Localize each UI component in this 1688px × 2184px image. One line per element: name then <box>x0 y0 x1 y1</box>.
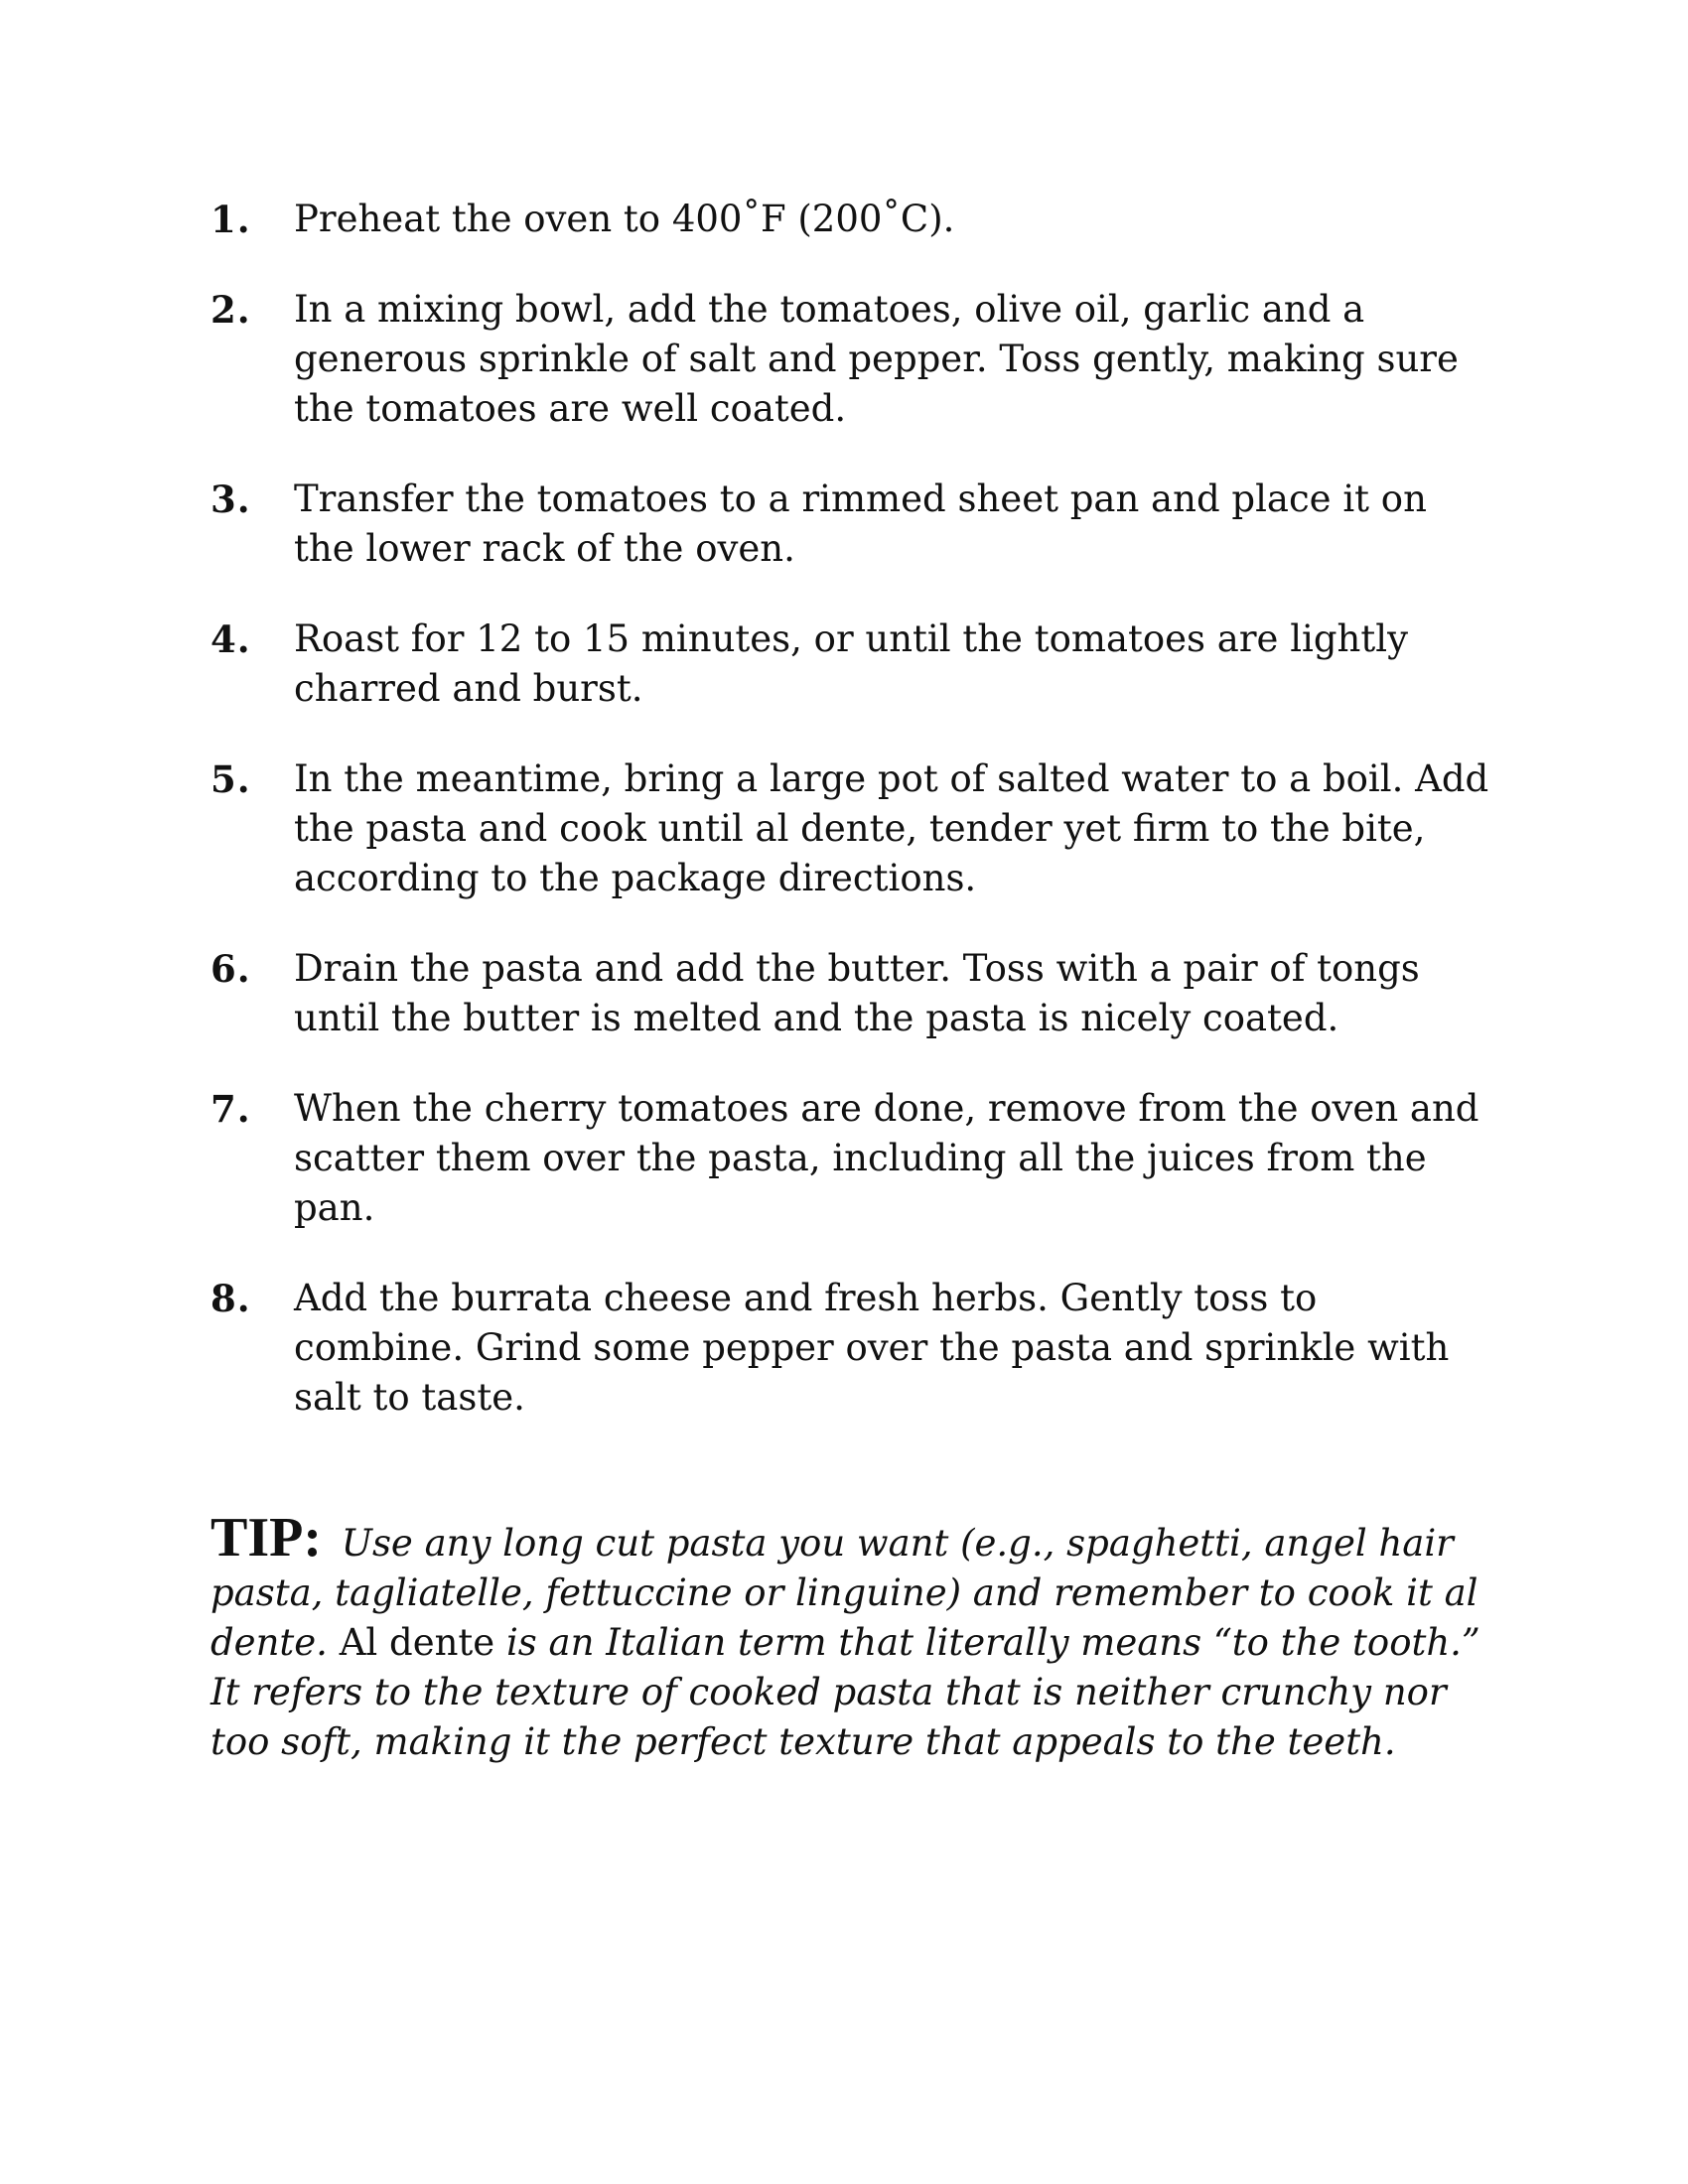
instruction-step <box>211 1084 1491 1233</box>
step-text: In a mixing bowl, add the tomatoes, olive oil, garlic and a generous sprinkle of salt and pepper. Toss gently, making sure the tomatoes are well coated. <box>294 288 1459 430</box>
instruction-step <box>211 754 1491 903</box>
step-number: 4. <box>211 617 251 661</box>
tip-term: Al dente <box>339 1621 495 1664</box>
step-number: 6. <box>211 947 251 991</box>
step-text: Add the burrata cheese and fresh herbs. Gently toss to combine. Grind some pepper over the pasta and sprinkle with salt to taste. <box>294 1277 1450 1419</box>
step-text: When the cherry tomatoes are done, remove from the oven and scatter them over the pasta, including all the juices from the pan. <box>294 1087 1479 1229</box>
step-number: 8. <box>211 1277 251 1320</box>
step-text: Preheat the oven to 400˚F (200˚C). <box>294 198 955 240</box>
step-number: 5. <box>211 757 251 801</box>
instruction-step <box>211 475 1491 574</box>
step-text: Roast for 12 to 15 minutes, or until the tomatoes are lightly charred and burst. <box>294 617 1408 710</box>
instruction-step <box>211 195 1491 244</box>
instruction-step <box>211 1274 1491 1423</box>
step-number: 2. <box>211 288 251 332</box>
step-number: 1. <box>211 198 251 241</box>
step-text: Drain the pasta and add the butter. Toss with a pair of tongs until the butter is melted and the pasta is nicely coated. <box>294 947 1420 1039</box>
tip-text: Use any long cut pasta you want (e.g., spaghetti, angel hair pasta, tagliatelle, fettuccine or linguine) and remember to cook it al dente. <box>211 1522 1478 1664</box>
instruction-step <box>211 285 1491 434</box>
step-number: 7. <box>211 1087 251 1131</box>
instruction-step <box>211 614 1491 714</box>
step-text: Transfer the tomatoes to a rimmed sheet pan and place it on the lower rack of the oven. <box>294 478 1427 570</box>
step-number: 3. <box>211 478 251 521</box>
tip-label: TIP: <box>211 1507 322 1569</box>
tip-definition: is an Italian term that literally means “to the tooth.” It refers to the texture of cooked pasta that is neither crunchy nor too soft, making it the perfect texture that appeals to the teeth. <box>211 1621 1480 1763</box>
step-text: In the meantime, bring a large pot of salted water to a boil. Add the pasta and cook until al dente, tender yet firm to the bite, according to the package directions. <box>294 757 1489 899</box>
tip-paragraph <box>211 1507 1491 1767</box>
instruction-list <box>211 195 1491 1463</box>
instruction-step <box>211 944 1491 1043</box>
